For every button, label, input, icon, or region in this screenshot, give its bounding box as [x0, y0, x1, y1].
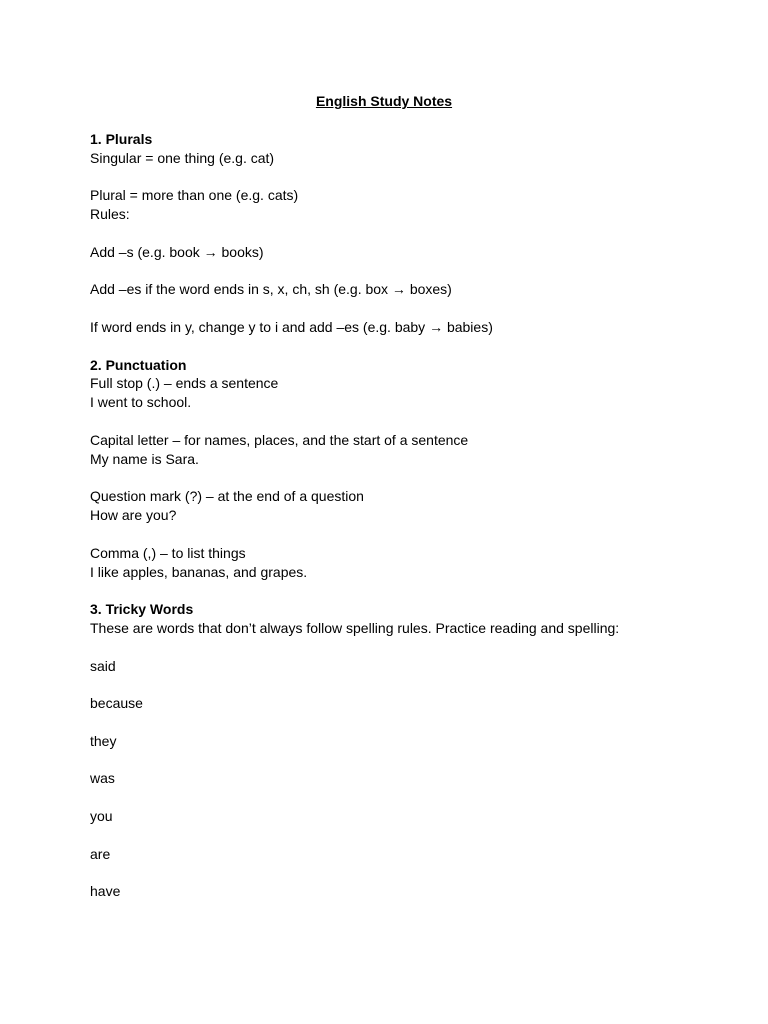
punctuation-example: My name is Sara. — [90, 451, 199, 467]
punctuation-example: How are you? — [90, 507, 177, 523]
plural-rule: Add –es if the word ends in s, x, ch, sh (e.g. box → boxes) — [90, 281, 452, 297]
tricky-word: said — [90, 658, 116, 674]
punctuation-rule: Comma (,) – to list things — [90, 545, 246, 561]
punctuation-rule: Full stop (.) – ends a sentence — [90, 375, 279, 391]
tricky-word: you — [90, 808, 113, 824]
tricky-words-heading: 3. Tricky Words — [90, 601, 194, 617]
tricky-word: was — [90, 770, 115, 786]
tricky-word: have — [90, 883, 121, 899]
plural-definition: Plural = more than one (e.g. cats) — [90, 187, 299, 203]
rules-label: Rules: — [90, 206, 130, 222]
plural-rule: Add –s (e.g. book → books) — [90, 244, 264, 260]
plurals-heading: 1. Plurals — [90, 131, 153, 147]
tricky-words-intro: These are words that don’t always follow spelling rules. Practice reading and spelling: — [90, 620, 620, 636]
document-title: English Study Notes — [315, 93, 453, 109]
tricky-word: they — [90, 733, 117, 749]
punctuation-heading: 2. Punctuation — [90, 357, 187, 373]
punctuation-example: I went to school. — [90, 394, 192, 410]
plural-rule: If word ends in y, change y to i and add –es (e.g. baby → babies) — [90, 319, 493, 335]
punctuation-example: I like apples, bananas, and grapes. — [90, 564, 308, 580]
tricky-word: are — [90, 846, 111, 862]
punctuation-rule: Capital letter – for names, places, and the start of a sentence — [90, 432, 469, 448]
punctuation-rule: Question mark (?) – at the end of a question — [90, 488, 364, 504]
singular-definition: Singular = one thing (e.g. cat) — [90, 150, 275, 166]
tricky-word: because — [90, 695, 143, 711]
